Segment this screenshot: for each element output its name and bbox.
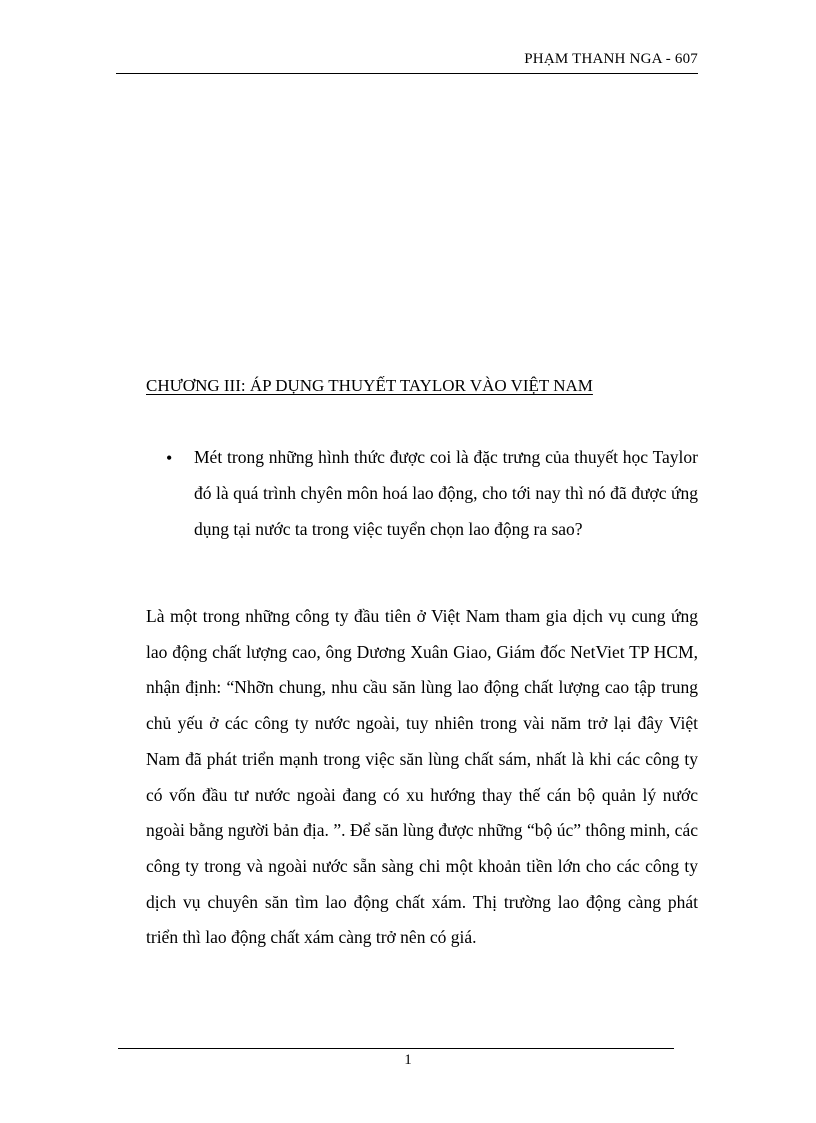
- footer-rule: [118, 1048, 674, 1049]
- body-paragraph: Là một trong những công ty đầu tiên ở Việt Nam tham gia dịch vụ cung ứng lao động chất lượng cao, ông Dương Xuân Giao, Giám đốc NetViet TP HCM, nhận định: “Nhỡn chung, nhu cầu săn lùng lao động chất lượng cao tập trung chủ yếu ở các công ty nước ngoài, tuy nhiên trong vài năm trở lại đây Việt Nam đã phát triển mạnh trong việc săn lùng chất sám, nhất là khi các công ty có vốn đầu tư nước ngoài đang có xu hướng thay thế cán bộ quản lý nước ngoài bằng người bản địa. ”. Để săn lùng được những “bộ úc” thông minh, các công ty trong và ngoài nước sẵn sàng chi một khoản tiền lớn cho các công ty dịch vụ chuyên săn tìm lao động chất xám. Thị trường lao động càng phát triển thì lao động chất xám càng trở nên có giá.: [146, 606, 698, 948]
- page-number: 1: [404, 1052, 412, 1068]
- bullet-question: [146, 440, 698, 547]
- header-rule: [116, 73, 698, 74]
- bullet-icon: •: [166, 448, 173, 468]
- chapter-title: CHƯƠNG III: ÁP DỤNG THUYẾT TAYLOR VÀO VIỆT NAM: [146, 376, 593, 395]
- running-header: PHẠM THANH NGA - 607: [524, 51, 698, 67]
- bullet-text: Mét trong những hình thức được coi là đặc trưng của thuyết học Taylor đó là quá trình chyên môn hoá lao động, cho tới nay thì nó đã được ứng dụng tại nước ta trong việc tuyển chọn lao động ra sao?: [194, 447, 698, 539]
